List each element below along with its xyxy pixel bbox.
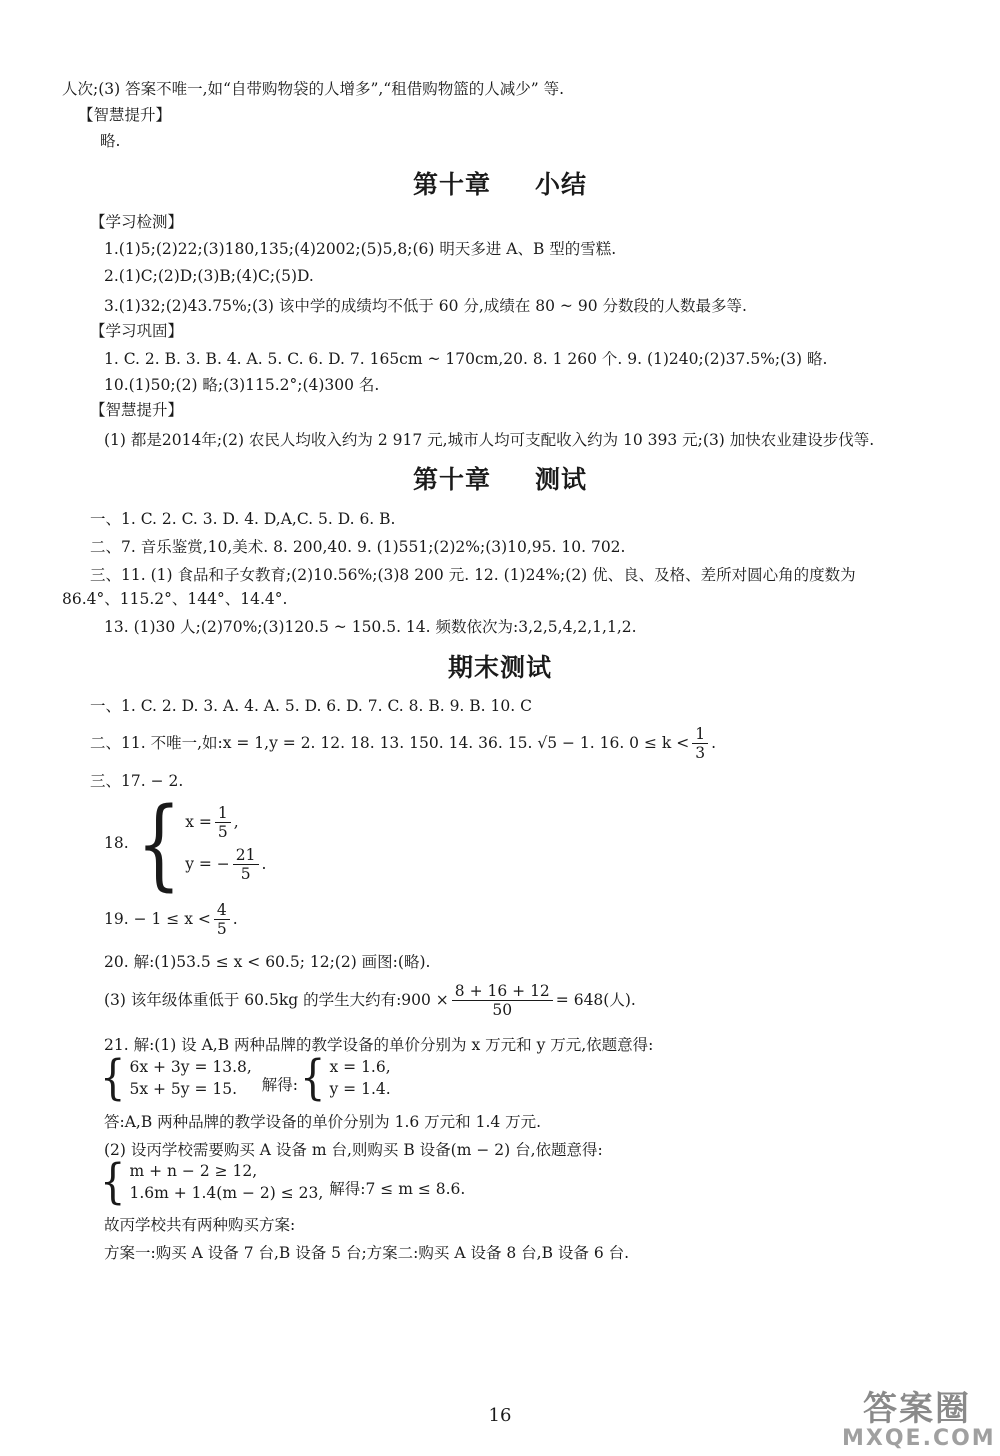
chapter-test-title: 第十章 测试	[412, 465, 588, 494]
answer-line: 三、17. − 2.	[90, 772, 184, 790]
answer-line: 21. 解:(1) 设 A,B 两种品牌的教学设备的单价分别为 x 万元和 y 万元,依题意得:	[104, 1036, 654, 1054]
q18-system: 18. { x = $\frac{1}{5}$ , y = − $\frac{21}{5}$ .	[104, 786, 267, 901]
section-tag: 【学习巩固】	[90, 322, 184, 340]
answer-line: 10.(1)50;(2) 略;(3)115.2°;(4)300 名.	[104, 376, 380, 394]
answer-line: 故丙学校共有两种购买方案:	[104, 1216, 296, 1234]
answer-line: 三、11. (1) 食品和子女教育;(2)10.56%;(3)8 200 元. 12. (1)24%;(2) 优、良、及格、差所对圆心角的度数为	[90, 566, 856, 584]
answer-line: 13. (1)30 人;(2)70%;(3)120.5 ~ 150.5. 14. 频数依次为:3,2,5,4,2,1,1,2.	[104, 618, 637, 636]
answer-line: 1.(1)5;(2)22;(3)180,135;(4)2002;(5)5,8;(6) 明天多进 A、B 型的雪糕.	[104, 240, 617, 258]
fraction: $\frac{1}{3}$	[692, 726, 708, 762]
answer-line: 2.(1)C;(2)D;(3)B;(4)C;(5)D.	[104, 267, 314, 285]
page-number: 16	[488, 1405, 512, 1426]
answer-line: 方案一:购买 A 设备 7 台,B 设备 5 台;方案二:购买 A 设备 8 台,B 设备 6 台.	[104, 1244, 630, 1262]
brace: {	[136, 786, 182, 901]
answer-line: 一、1. C. 2. C. 3. D. 4. D,A,C. 5. D. 6. B.	[90, 510, 396, 528]
answer-line: 二、7. 音乐鉴赏,10,美术. 8. 200,40. 9. (1)551;(2)2%;(3)10,95. 10. 702.	[90, 538, 626, 556]
answer-line: 20. 解:(1)53.5 ≤ x < 60.5; 12;(2) 画图:(略).	[104, 953, 431, 971]
answer-line: 19. − 1 ≤ x < $\frac{4}{5}$ .	[104, 901, 238, 939]
chapter-summary-title: 第十章 小结	[412, 170, 588, 199]
final-test-title: 期末测试	[447, 653, 552, 682]
answer-line: 一、1. C. 2. D. 3. A. 4. A. 5. D. 6. D. 7. C. 8. B. 9. B. 10. C	[90, 697, 532, 715]
answer-line: (1) 都是2014年;(2) 农民人均收入约为 2 917 元,城市人均可支配收入约为 10 393 元;(3) 加快农业建设步伐等.	[104, 431, 875, 449]
continuation-line: 人次;(3) 答案不唯一,如“自带购物袋的人增多”,“租借购物篮的人减少” 等.	[62, 80, 565, 98]
q21-system-1: { 6x + 3y = 13.8, 5x + 5y = 15. 解得: { x = 1.6, y = 1.4.	[100, 1050, 391, 1106]
answer-line: (3) 该年级体重低于 60.5kg 的学生大约有:900 × $\frac{8 + 16 + 12}{50}$ = 648(人).	[104, 982, 636, 1020]
section-tag: 【学习检测】	[90, 213, 184, 231]
answer-line: 略.	[100, 132, 121, 150]
section-tag: 【智慧提升】	[90, 401, 184, 419]
answer-line: 86.4°、115.2°、144°、14.4°.	[62, 590, 288, 608]
answer-line: 答:A,B 两种品牌的教学设备的单价分别为 1.6 万元和 1.4 万元.	[104, 1113, 542, 1131]
answer-line: 二、11. 不唯一,如:x = 1,y = 2. 12. 18. 13. 150. 14. 36. 15. √5 − 1. 16. 0 ≤ k < $\frac{1}{3}$ .	[90, 725, 717, 763]
watermark-logo: 答案圈 MXQE.COM	[842, 1388, 996, 1451]
section-tag: 【智慧提升】	[78, 106, 172, 124]
answer-line: (2) 设丙学校需要购买 A 设备 m 台,则购买 B 设备(m − 2) 台,依题意得:	[104, 1141, 603, 1159]
q21-system-2: { m + n − 2 ≥ 12, 1.6m + 1.4(m − 2) ≤ 23, 解得:7 ≤ m ≤ 8.6.	[100, 1154, 466, 1210]
answer-line: 1. C. 2. B. 3. B. 4. A. 5. C. 6. D. 7. 165cm ~ 170cm,20. 8. 1 260 个. 9. (1)240;(2)37.5%;(3) 略.	[104, 350, 828, 368]
answer-line: 3.(1)32;(2)43.75%;(3) 该中学的成绩均不低于 60 分,成绩在 80 ~ 90 分数段的人数最多等.	[104, 297, 747, 315]
